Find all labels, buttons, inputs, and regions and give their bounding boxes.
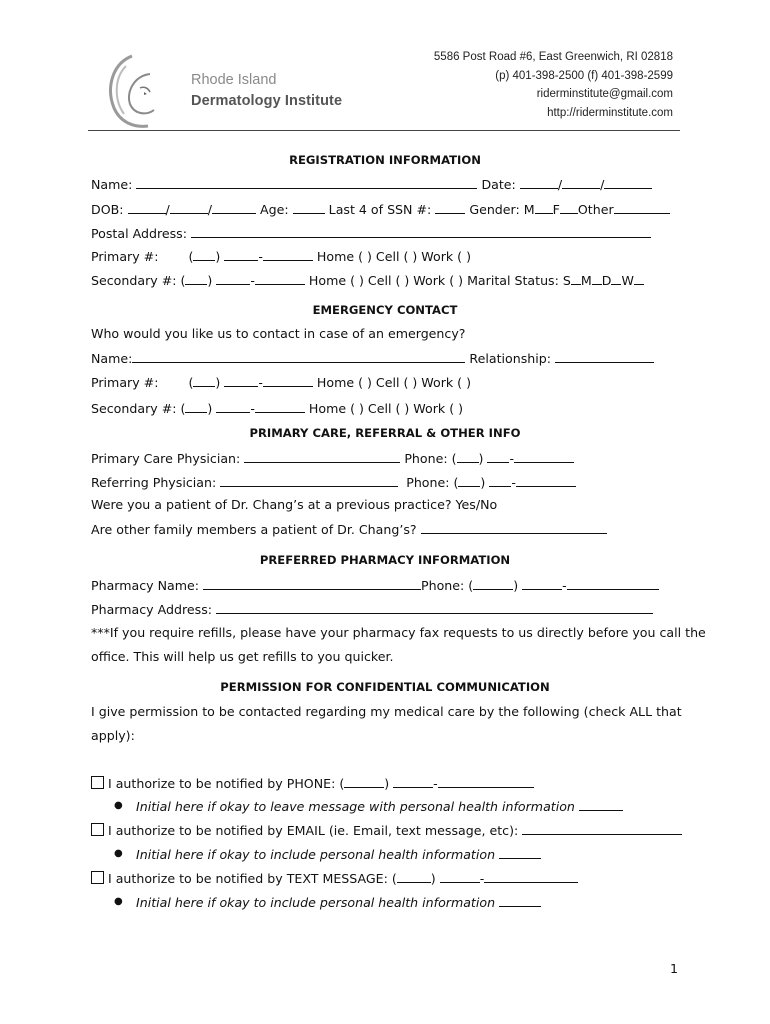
gender-f-field[interactable] [560, 201, 578, 214]
phone-auth-area-field[interactable] [344, 775, 384, 788]
dob-day-field[interactable] [170, 201, 208, 214]
date-month-field[interactable] [520, 176, 558, 189]
emergency-secondary-row: Secondary #: ( ) - Home ( ) Cell ( ) Work ( ) [91, 401, 464, 416]
pharmacy-address-field[interactable] [216, 601, 653, 614]
phone-auth-row: I authorize to be notified by PHONE: ( ) - [91, 775, 534, 791]
bullet-icon: ● [114, 896, 123, 907]
bullet-icon: ● [114, 800, 123, 811]
postal-row [91, 225, 651, 241]
clinic-phones: (p) 401-398-2500 (f) 401-398-2599 [495, 69, 673, 82]
email-auth-checkbox[interactable] [91, 823, 104, 836]
marital-w-field[interactable] [634, 272, 644, 285]
text-auth-checkbox[interactable] [91, 871, 104, 884]
emergency-secondary-area-field[interactable] [185, 400, 207, 413]
name-label: Name: [91, 177, 133, 192]
emergency-primary-row: Primary #: ( ) - Home ( ) Cell ( ) Work ( ) [91, 375, 472, 390]
email-initial-row [136, 846, 541, 862]
ssn-field[interactable] [435, 201, 465, 214]
gender-other-field[interactable] [614, 201, 670, 214]
face-logo-icon [104, 52, 184, 132]
marital-w-label: W [621, 273, 634, 288]
emergency-secondary-prefix-field[interactable] [216, 400, 250, 413]
emergency-primary-area-field[interactable] [193, 374, 215, 387]
previous-practice-question: Were you a patient of Dr. Chang’s at a previous practice? Yes/No [91, 497, 498, 512]
email-initial-field[interactable] [499, 846, 541, 859]
emergency-secondary-phone-types: Home ( ) Cell ( ) Work ( ) [308, 401, 464, 416]
clinic-logo [104, 52, 344, 130]
page-number: 1 [669, 961, 678, 976]
emergency-secondary-line-field[interactable] [255, 400, 305, 413]
secondary-area-field[interactable] [185, 272, 207, 285]
logo-line-2: Dermatology Institute [191, 93, 343, 109]
marital-d-field[interactable] [611, 272, 621, 285]
primary-prefix-field[interactable] [224, 248, 258, 261]
phone-auth-label: I authorize to be notified by PHONE: [108, 776, 336, 791]
text-initial-row [136, 894, 541, 910]
emergency-name-label: Name: [91, 351, 133, 366]
emergency-question: Who would you like us to contact in case of an emergency? [91, 326, 466, 341]
pharmacy-name-label: Pharmacy Name: [91, 578, 200, 593]
phone-initial-label: Initial here if okay to leave message with personal health information [136, 799, 575, 814]
permission-heading: PERMISSION FOR CONFIDENTIAL COMMUNICATION [220, 680, 550, 694]
email-auth-row [91, 822, 682, 838]
primary-care-heading: PRIMARY CARE, REFERRAL & OTHER INFO [249, 426, 521, 440]
permission-intro-line-1: I give permission to be contacted regarding my medical care by the following (check ALL that [91, 704, 682, 719]
referring-area-field[interactable] [458, 474, 480, 487]
age-label: Age: [260, 202, 289, 217]
emergency-name-row [91, 350, 654, 366]
dob-row: DOB: / / Age: Last 4 of SSN #: Gender: M F Other [91, 201, 670, 217]
marital-m-field[interactable] [592, 272, 602, 285]
emergency-heading: EMERGENCY CONTACT [312, 303, 458, 317]
family-question: Are other family members a patient of Dr. Chang’s? [91, 522, 417, 537]
pharmacy-name-field[interactable] [203, 577, 421, 590]
refill-note-line-1: ***If you require refills, please have your pharmacy fax requests to us directly before you call the [91, 625, 706, 640]
marital-m-label: M [580, 273, 592, 288]
phone-auth-line-field[interactable] [438, 775, 534, 788]
pcp-line-field[interactable] [514, 450, 574, 463]
referring-row: Referring Physician: Phone: ( ) - [91, 474, 576, 490]
phone-initial-row [136, 798, 623, 814]
permission-intro-line-2: apply): [91, 728, 135, 743]
pharmacy-address-label: Pharmacy Address: [91, 602, 213, 617]
phone-auth-prefix-field[interactable] [393, 775, 433, 788]
date-day-field[interactable] [562, 176, 600, 189]
text-auth-label: I authorize to be notified by TEXT MESSAGE: [108, 871, 388, 886]
registration-heading: REGISTRATION INFORMATION [289, 153, 481, 167]
text-initial-label: Initial here if okay to include personal health information [136, 895, 496, 910]
marital-d-label: D [601, 273, 612, 288]
clinic-url[interactable]: http://riderminstitute.com [547, 106, 673, 119]
primary-phone-types: Home ( ) Cell ( ) Work ( ) [316, 249, 472, 264]
emergency-primary-prefix-field[interactable] [224, 374, 258, 387]
gender-label: Gender: M [469, 202, 535, 217]
emergency-primary-label: Primary #: [91, 375, 159, 390]
email-initial-label: Initial here if okay to include personal health information [136, 847, 496, 862]
pharmacy-area-field[interactable] [473, 577, 513, 590]
contact-block [434, 48, 673, 122]
date-year-field[interactable] [604, 176, 652, 189]
emergency-secondary-label: Secondary #: [91, 401, 177, 416]
relationship-field[interactable] [555, 350, 654, 363]
secondary-phone-row: Secondary #: ( ) - Home ( ) Cell ( ) Work ( ) Marital Status: S M D W [91, 272, 644, 288]
primary-area-field[interactable] [193, 248, 215, 261]
text-auth-row: I authorize to be notified by TEXT MESSAGE: ( ) - [91, 870, 578, 886]
ssn-label: Last 4 of SSN #: [328, 202, 432, 217]
relationship-label: Relationship: [469, 351, 551, 366]
secondary-line-field[interactable] [255, 272, 305, 285]
pcp-phone-label: Phone: [404, 451, 448, 466]
dob-month-field[interactable] [128, 201, 166, 214]
refill-note-line-2: office. This will help us get refills to you quicker. [91, 649, 394, 664]
primary-line-field[interactable] [263, 248, 313, 261]
postal-label: Postal Address: [91, 226, 187, 241]
clinic-email: riderminstitute@gmail.com [536, 88, 673, 100]
phone-auth-checkbox[interactable] [91, 776, 104, 789]
pcp-prefix-field[interactable] [487, 450, 509, 463]
emergency-primary-line-field[interactable] [263, 374, 313, 387]
pharmacy-line-field[interactable] [567, 577, 659, 590]
pcp-label: Primary Care Physician: [91, 451, 241, 466]
referring-label: Referring Physician: [91, 475, 217, 490]
family-row [91, 521, 607, 537]
text-initial-field[interactable] [499, 894, 541, 907]
text-auth-prefix-field[interactable] [440, 870, 480, 883]
marital-label: Marital Status: S [467, 273, 571, 288]
secondary-prefix-field[interactable] [216, 272, 250, 285]
header-divider [88, 130, 680, 131]
family-field[interactable] [421, 521, 607, 534]
pharmacy-phone-label: Phone: [421, 578, 465, 593]
marital-s-field[interactable] [571, 272, 581, 285]
emergency-primary-phone-types: Home ( ) Cell ( ) Work ( ) [316, 375, 472, 390]
secondary-label: Secondary #: [91, 273, 177, 288]
logo-line-1: Rhode Island [191, 72, 277, 88]
pharmacy-prefix-field[interactable] [522, 577, 562, 590]
primary-label: Primary #: [91, 249, 159, 264]
primary-phone-row: Primary #: ( ) - Home ( ) Cell ( ) Work ( ) [91, 249, 472, 264]
name-date-row: Name: Date: / / [91, 176, 652, 192]
pharmacy-heading: PREFERRED PHARMACY INFORMATION [259, 553, 511, 567]
pcp-row: Primary Care Physician: Phone: ( ) - [91, 450, 574, 466]
pharmacy-name-row: Pharmacy Name: Phone: ( ) - [91, 577, 659, 593]
age-field[interactable] [293, 201, 325, 214]
emergency-name-field[interactable] [132, 350, 465, 363]
dob-year-field[interactable] [212, 201, 256, 214]
date-label: Date: [481, 177, 516, 192]
dob-label: DOB: [91, 202, 124, 217]
bullet-icon: ● [114, 848, 123, 859]
postal-field[interactable] [191, 225, 651, 238]
pcp-field[interactable] [244, 450, 400, 463]
email-auth-label: I authorize to be notified by EMAIL (ie. Email, text message, etc): [108, 823, 519, 838]
email-auth-field[interactable] [522, 822, 682, 835]
clinic-address: 5586 Post Road #6, East Greenwich, RI 02818 [433, 51, 673, 63]
text-auth-area-field[interactable] [397, 870, 431, 883]
gender-m-field[interactable] [535, 201, 553, 214]
gender-f-label: F [552, 202, 560, 217]
phone-initial-field[interactable] [579, 798, 623, 811]
text-auth-line-field[interactable] [484, 870, 578, 883]
secondary-phone-types: Home ( ) Cell ( ) Work ( ) [308, 273, 464, 288]
pharmacy-address-row [91, 601, 653, 617]
referring-line-field[interactable] [516, 474, 576, 487]
referring-prefix-field[interactable] [489, 474, 511, 487]
referring-phone-label: Phone: [406, 475, 450, 490]
referring-field[interactable] [220, 474, 398, 487]
gender-other-label: Other [577, 202, 614, 217]
name-field[interactable] [136, 176, 477, 189]
pcp-area-field[interactable] [457, 450, 479, 463]
